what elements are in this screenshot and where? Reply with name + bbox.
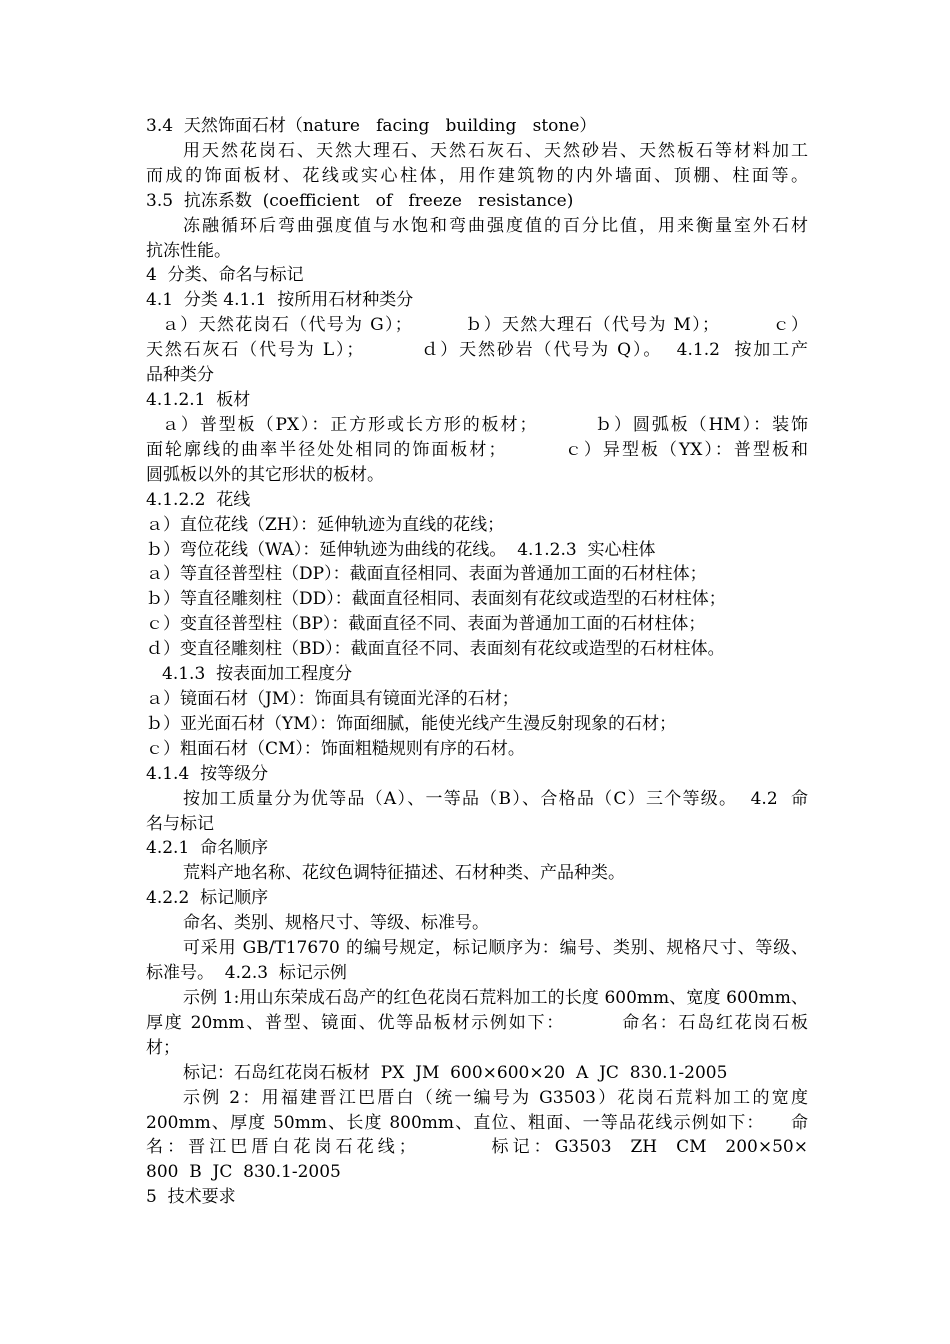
paragraph-line: 而成的饰面板材、花线或实心柱体，用作建筑物的内外墙面、顶棚、柱面等。: [146, 166, 808, 186]
paragraph-line: 冻融循环后弯曲强度值与水饱和弯曲强度值的百分比值，用来衡量室外石材: [183, 216, 808, 236]
paragraph-line: 示例 2：用福建晋江巴厝白（统一编号为 G3503）花岗石荒料加工的宽度: [183, 1088, 808, 1108]
list-item: ｂ）亚光面石材（YM）：饰面细腻，能使光线产生漫反射现象的石材；: [146, 714, 677, 734]
paragraph-line: 标准号。 4.2.3 标记示例: [146, 963, 347, 983]
section-5-heading: 5 技术要求: [146, 1187, 236, 1207]
list-item: ａ）镜面石材（JM）：饰面具有镜面光泽的石材；: [146, 689, 519, 709]
section-4-1-heading: 4.1 分类 4.1.1 按所用石材种类分: [146, 290, 414, 310]
list-item: ｂ）等直径雕刻柱（DD）：截面直径相同、表面刻有花纹或造型的石材柱体；: [146, 589, 726, 609]
paragraph-line: 抗冻性能。: [146, 241, 231, 261]
paragraph-line: 厚度 20mm、普型、镜面、优等品板材示例如下： 命名：石岛红花岗石板: [146, 1013, 808, 1033]
list-item: ａ）等直径普型柱（DP）：截面直径相同、表面为普通加工面的石材柱体；: [146, 564, 707, 584]
paragraph-line: 命名、类别、规格尺寸、等级、标准号。: [183, 913, 489, 933]
list-item: ｄ）变直径雕刻柱（BD）：截面直径不同、表面刻有花纹或造型的石材柱体。: [146, 639, 725, 659]
list-line: ａ）普型板（PX）：正方形或长方形的板材； ｂ）圆弧板（HM）：装饰: [162, 415, 808, 435]
section-4-1-2-1-heading: 4.1.2.1 板材: [146, 390, 251, 410]
paragraph-line: 荒料产地名称、花纹色调特征描述、石材种类、产品种类。: [183, 863, 625, 883]
list-item: ｂ）弯位花线（WA）：延伸轨迹为曲线的花线。 4.1.2.3 实心柱体: [146, 540, 656, 560]
paragraph-line: 名与标记: [146, 814, 214, 834]
paragraph-line: 可采用 GB/T17670 的编号规定，标记顺序为：编号、类别、规格尺寸、等级、: [183, 938, 808, 958]
list-line: ａ）天然花岗石（代号为 G）； ｂ）天然大理石（代号为 M）； ｃ）: [162, 315, 808, 335]
paragraph-line: 200mm、厚度 50mm、长度 800mm、直位、粗面、一等品花线示例如下： 命: [146, 1113, 808, 1133]
paragraph-line: 标记：石岛红花岗石板材 PX JM 600×600×20 A JC 830.1-2005: [183, 1063, 728, 1083]
list-line: 面轮廓线的曲率半径处处相同的饰面板材； ｃ）异型板（YX）：普型板和: [146, 440, 808, 460]
section-4-2-2-heading: 4.2.2 标记顺序: [146, 888, 269, 908]
section-3-5-heading: 3.5 抗冻系数 (coefficient of freeze resistance): [146, 191, 574, 211]
paragraph-line: 按加工质量分为优等品（A）、一等品（B）、合格品（C）三个等级。 4.2 命: [183, 789, 808, 809]
list-item: ａ）直位花线（ZH）：延伸轨迹为直线的花线；: [146, 515, 505, 535]
section-4-1-2-2-heading: 4.1.2.2 花线: [146, 490, 251, 510]
paragraph-line: 材；: [146, 1038, 180, 1058]
paragraph-line: 用天然花岗石、天然大理石、天然石灰石、天然砂岩、天然板石等材料加工: [183, 141, 808, 161]
section-4-1-3-heading: 4.1.3 按表面加工程度分: [162, 664, 353, 684]
section-4-heading: 4 分类、命名与标记: [146, 265, 304, 285]
list-item: ｃ）粗面石材（CM）：饰面粗糙规则有序的石材。: [146, 739, 525, 759]
section-4-1-4-heading: 4.1.4 按等级分: [146, 764, 269, 784]
list-line: 品种类分: [146, 365, 214, 385]
list-line: 天然石灰石（代号为 L）； ｄ）天然砂岩（代号为 Q）。 4.1.2 按加工产: [146, 340, 808, 360]
paragraph-line: 示例 1:用山东荣成石岛产的红色花岗石荒料加工的长度 600mm、宽度 600mm、: [183, 988, 808, 1008]
list-line: 圆弧板以外的其它形状的板材。: [146, 465, 384, 485]
list-item: ｃ）变直径普型柱（BP）：截面直径不同、表面为普通加工面的石材柱体；: [146, 614, 706, 634]
paragraph-line: 名：晋江巴厝白花岗石花线； 标记：G3503 ZH CM 200×50×: [146, 1137, 808, 1157]
section-4-2-1-heading: 4.2.1 命名顺序: [146, 838, 269, 858]
paragraph-line: 800 B JC 830.1-2005: [146, 1162, 341, 1182]
section-3-4-heading: 3.4 天然饰面石材（nature facing building stone）: [146, 116, 597, 136]
